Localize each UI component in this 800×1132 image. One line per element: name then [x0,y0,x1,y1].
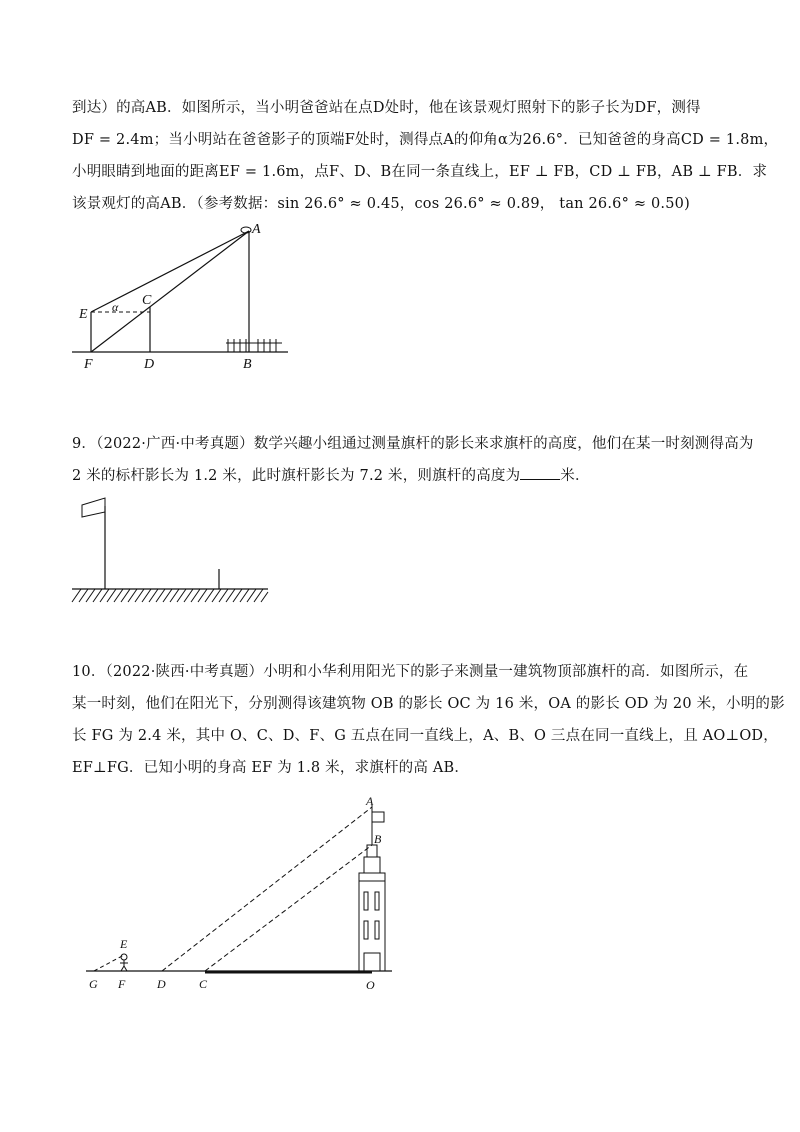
ray-AD [162,807,372,971]
label-B: B [243,357,252,372]
problem8-line3: 小明眼睛到地面的距离EF = 1.6m，点F、D、B在同一条直线上，EF ⊥ FB，CD ⊥ FB，AB ⊥ FB．求 [72,164,768,180]
label-C: C [142,293,152,308]
label-D: D [144,357,155,372]
label-B: B [374,832,382,846]
flag-icon [372,812,384,822]
problem8-line1: 到达）的高AB．如图所示，当小明爸爸站在点D处时，他在该景观灯照射下的影子长为DF，测得 [72,100,701,116]
label-O: O [366,978,375,992]
problem8-line4: 该景观灯的高AB．（参考数据：sin 26.6° ≈ 0.45，cos 26.6° ≈ 0.89， tan 26.6° ≈ 0.50) [72,196,690,212]
ground-hatch [72,589,268,602]
label-F: F [84,357,93,372]
problem9-line2 [72,460,732,492]
label-A: A [366,795,374,808]
problem9-figure [68,492,273,612]
label-C: C [199,977,208,991]
label-D: D [157,977,166,991]
fence-icon [226,339,282,352]
label-E: E [79,307,88,322]
label-A: A [252,222,261,237]
ray-BC [205,845,372,971]
label-G: G [89,977,98,991]
problem9-line2-before: 2 米的标杆影长为 1.2 米，此时旗杆影长为 7.2 米，则旗杆的高度为 [72,468,521,484]
answer-blank [520,465,560,480]
problem8-line2: DF = 2.4m；当小明站在爸爸影子的顶端F处时，测得点A的仰角α为26.6°．已知爸爸的身高CD = 1.8m， [72,132,779,148]
label-E: E [120,937,128,951]
problem8-figure [60,215,300,375]
flag-icon [82,498,105,517]
problem10-line3: 长 FG 为 2.4 米，其中 O、C、D、F、G 五点在同一直线上，A、B、O 三点在同一直线上，且 AO⊥OD， [72,728,778,744]
person-icon [120,954,128,971]
building-icon [359,845,385,971]
problem10-figure [80,795,400,1000]
line-FA [91,231,249,352]
label-alpha: α [112,300,119,314]
problem10-line2: 某一时刻，他们在阳光下，分别测得该建筑物 OB 的影长 OC 为 16 米，OA 的影长 OD 为 20 米，小明的影 [72,696,785,712]
problem10-line1: 10．（2022·陕西·中考真题）小明和小华利用阳光下的影子来测量一建筑物顶部旗杆的高．如图所示，在 [72,664,749,680]
ray-EG [94,955,124,971]
problem9-line2-after: 米． [560,468,590,484]
problem10-line4: EF⊥FG．已知小明的身高 EF 为 1.8 米，求旗杆的高 AB． [72,760,470,776]
problem9-line1: 9．（2022·广西·中考真题）数学兴趣小组通过测量旗杆的影长来求旗杆的高度，他们在某一时刻测得高为 [72,436,754,452]
label-F: F [118,977,126,991]
